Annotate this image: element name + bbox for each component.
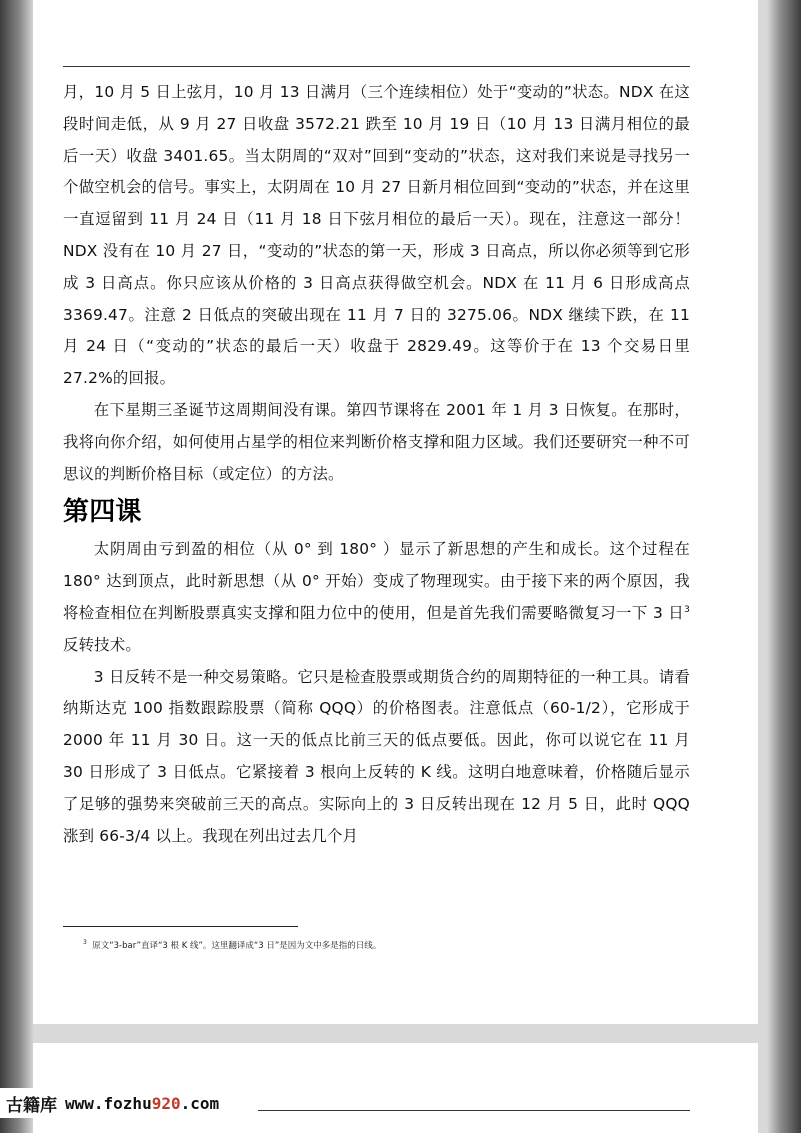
page-body xyxy=(63,77,690,852)
header-rule xyxy=(63,66,690,67)
footnote-number: 3 xyxy=(83,939,87,947)
paragraph-3-text: 太阴周由亏到盈的相位（从 0° 到 180° ）显示了新思想的产生和成长。这个过程在 180° 达到顶点，此时新思想（从 0° 开始）变成了物理现实。由于接下来的两个原因，我将检查相位在判断股票真实支撑和阻力位中的使用，但是首先我们需要略微复习一下 3 日 xyxy=(63,540,690,622)
paragraph-2: 在下星期三圣诞节这周期间没有课。第四节课将在 2001 年 1 月 3 日恢复。在那时，我将向你介绍，如何使用占星学的相位来判断价格支撑和阻力区域。我们还要研究一种不可思议的判断价格目标（或定位）的方法。 xyxy=(63,400,690,483)
footnote xyxy=(83,939,683,951)
paragraph-3-tail: 反转技术。 xyxy=(63,635,141,654)
watermark-url-suffix: .com xyxy=(180,1093,220,1113)
footnote-rule xyxy=(63,926,298,927)
watermark-url-number: 920 xyxy=(151,1093,181,1113)
watermark xyxy=(0,1088,258,1118)
watermark-name: 古籍库 xyxy=(6,1095,57,1116)
paragraph-1: 月，10 月 5 日上弦月，10 月 13 日满月（三个连续相位）处于“变动的”状态。NDX 在这段时间走低，从 9 月 27 日收盘 3572.21 跌至 10 月 19 日（10 月 13 日满月相位的最后一天）收盘 3401.65。当太阴周的“双对”回到“变动的”状态，这对我们来说是寻找另一个做空机会的信号。事实上，太阴周在 10 月 27 日新月相位回到“变动的”状态，并在这里一直逗留到 11 月 24 日（11 月 18 日下弦月相位的最后一天）。现在，注意这一部分！NDX 没有在 10 月 27 日，“变动的”状态的第一天，形成 3 日高点，所以你必须等到它形成 3 日高点。你只应该从价格的 3 日高点获得做空机会。NDX 在 11 月 6 日形成高点 3369.47。注意 2 日低点的突破出现在 11 月 7 日的 3275.06。NDX 继续下跌，在 11 月 24 日（“变动的”状态的最后一天）收盘于 2829.49。这等价于在 13 个交易日里 27.2%的回报。 xyxy=(63,83,690,388)
footnote-reference[interactable]: 3 xyxy=(684,604,690,615)
footnote-text: 原文“3-bar”直译“3 根 K 线”。这里翻译成“3 日”是因为文中多是指的日线。 xyxy=(92,941,382,951)
paragraph-4: 3 日反转不是一种交易策略。它只是检查股票或期货合约的周期特征的一种工具。请看纳斯达克 100 指数跟踪股票（简称 QQQ）的价格图表。注意低点（60-1/2），它形成于 2000 年 11 月 30 日。这一天的低点比前三天的低点要低。因此，你可以说它在 11 月 30 日形成了 3 日低点。它紧接着 3 根向上反转的 K 线。这明白地意味着，价格随后显示了足够的强势来突破前三天的高点。实际向上的 3 日反转出现在 12 月 5 日，此时 QQQ 涨到 66-3/4 以上。我现在列出过去几个月 xyxy=(63,667,690,845)
paragraph-3 xyxy=(63,534,690,661)
lesson-title: 第四课 xyxy=(63,497,142,528)
watermark-url-prefix: www.fozhu xyxy=(65,1093,152,1113)
